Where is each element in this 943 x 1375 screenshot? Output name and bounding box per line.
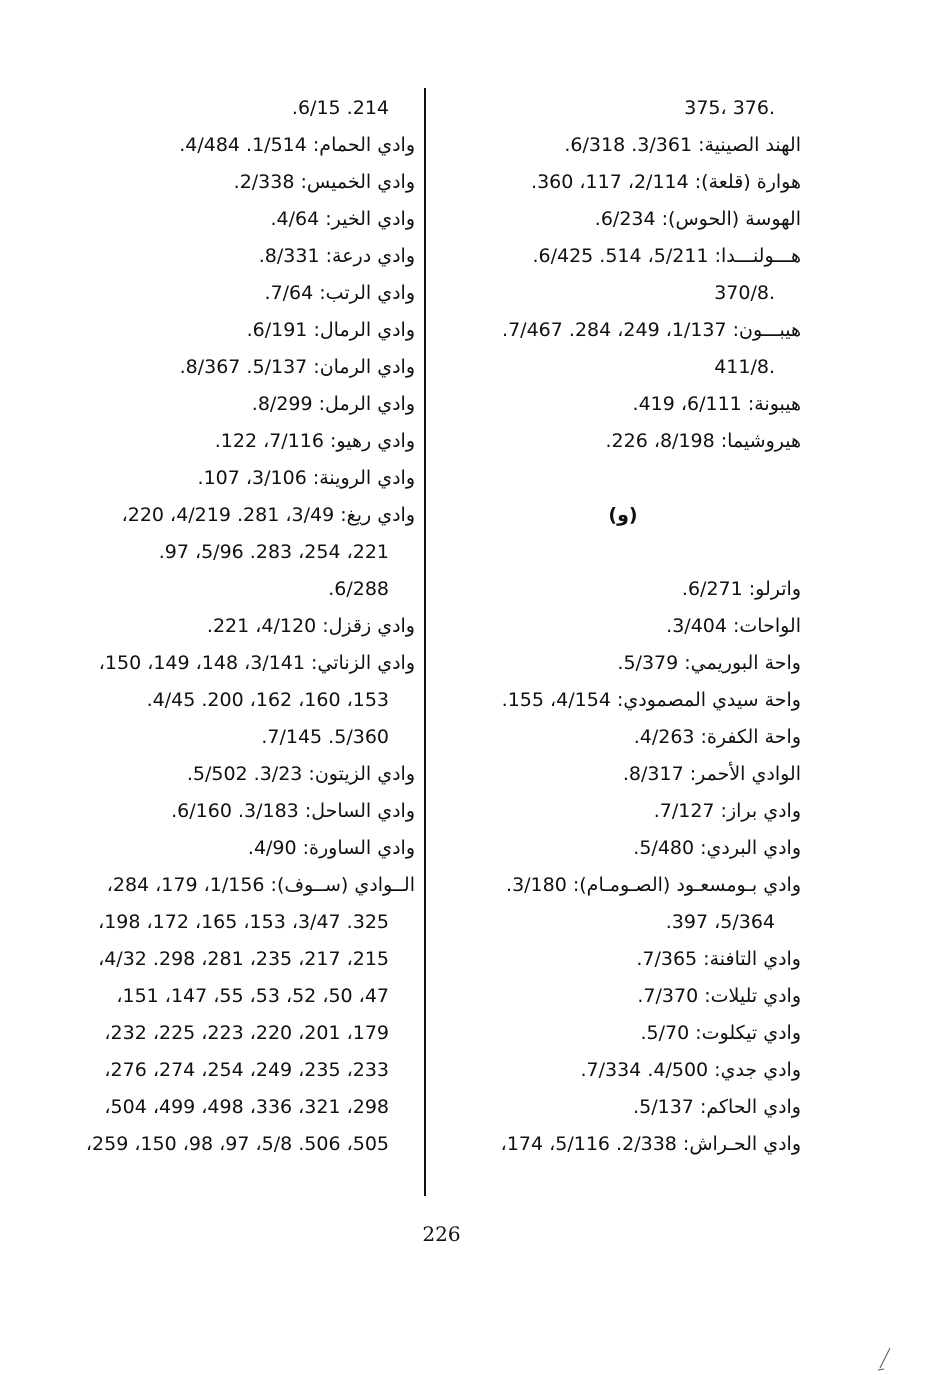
index-entry: هـــولنـــدا: 5/211، 514. 6/425. [532,245,801,267]
index-entry: واحة سيدي المصمودي: 4/154، 155. [501,689,801,711]
blank-line [445,534,801,571]
index-entry: وادي رهيو: 7/116، 122. [214,430,415,452]
column-divider [424,88,426,1196]
index-entry: 179، 201، 220، 223، 225، 232، [104,1022,389,1044]
index-entry: وادي الساحل: 3/183. 6/160. [171,800,415,822]
index-entry: وادي درعة: 8/331. [258,245,415,267]
index-entry: 153، 160، 162، 200. 4/45. [146,689,389,711]
index-entry: وادي الرمل: 8/299. [251,393,415,415]
index-entry: 505، 506. 5/8، 97، 98، 150، 259، [85,1133,389,1155]
index-entry: وادي زقزل: 4/120، 221. [206,615,415,637]
index-entry: 214. 6/15. [291,97,389,119]
index-entry: وادي الحاكم: 5/137. [633,1096,801,1118]
index-entry: الواحات: 3/404. [666,615,801,637]
index-entry: الوادي الأحمر: 8/317. [622,763,801,785]
index-entry: 233، 235، 249، 254، 274، 276، [104,1059,389,1081]
index-entry: 221، 254، 283. 5/96، 97. [158,541,389,563]
index-entry: وادي الرتب: 7/64. [264,282,415,304]
index-column-right [445,90,801,1163]
index-entry: الــوادي (ســوف): 1/156، 179، 284، [106,874,415,896]
index-entry: وادي الحـراش: 2/338. 5/116، 174، [500,1133,801,1155]
index-entry: وادي تيكلوت: 5/70. [640,1022,801,1044]
index-entry: الهوسة (الحوس): 6/234. [594,208,801,230]
index-entry: هوارة (قلعة): 2/114، 117، 360. [531,171,801,193]
index-entry: وادي براز: 7/127. [653,800,801,822]
index-entry: 47، 50، 52، 53، 55، 147، 151، [116,985,389,1007]
index-entry: 298، 321، 336، 498، 499، 504، [104,1096,389,1118]
index-entry: هيبـــون: 1/137، 249، 284. 7/467. [502,319,801,341]
index-entry: وادي بـومسعـود (الصـومـام): 3/180. [506,874,801,896]
index-entry: واترلو: 6/271. [681,578,801,600]
index-entry: .370/8 [714,282,775,304]
index-entry: وادي التافنة: 7/365. [636,948,801,970]
index-entry: وادي الرمان: 5/137. 8/367. [179,356,415,378]
index-entry: وادي الحمام: 1/514. 4/484. [179,134,415,156]
index-entry: واحة البوريمي: 5/379. [617,652,801,674]
index-entry: 325. 3/47، 153، 165، 172، 198، [98,911,389,933]
index-entry: هيروشيما: 8/198، 226. [605,430,801,452]
index-entry: 6/288. [328,578,389,600]
index-entry: وادي جدي: 4/500. 7/334. [580,1059,801,1081]
blank-line [445,460,801,497]
index-entry: وادي الساورة: 4/90. [247,837,415,859]
index-entry: وادي الخير: 4/64. [270,208,415,230]
section-heading: (و) [608,504,638,526]
index-entry: 5/364، 397. [665,911,775,933]
index-entry: 215، 217، 235، 281، 298. 4/32، [98,948,389,970]
index-entry: وادي البردي: 5/480. [633,837,801,859]
index-column-left [20,90,415,1163]
index-entry: 5/360. 7/145. [261,726,389,748]
index-entry: واحة الكفرة: 4/263. [633,726,801,748]
index-entry: وادي الزناتي: 3/141، 148، 149، 150، [98,652,415,674]
index-entry: وادي الزيتون: 3/23. 5/502. [186,763,415,785]
index-entry: وادي الروينة: 3/106، 107. [197,467,415,489]
pen-mark-icon [874,1346,894,1372]
index-entry: .411/8 [714,356,775,378]
index-entry: الهند الصينية: 3/361. 6/318. [564,134,801,156]
index-entry: وادي الخميس: 2/338. [233,171,415,193]
index-entry: وادي تليلات: 7/370. [637,985,801,1007]
page-number: 226 [422,1222,461,1246]
index-entry: .376 ،375 [684,97,775,119]
index-entry: هيبونة: 6/111، 419. [632,393,801,415]
index-entry: وادي ريغ: 3/49، 281. 4/219، 220، [121,504,415,526]
index-entry: وادي الرمال: 6/191. [246,319,415,341]
